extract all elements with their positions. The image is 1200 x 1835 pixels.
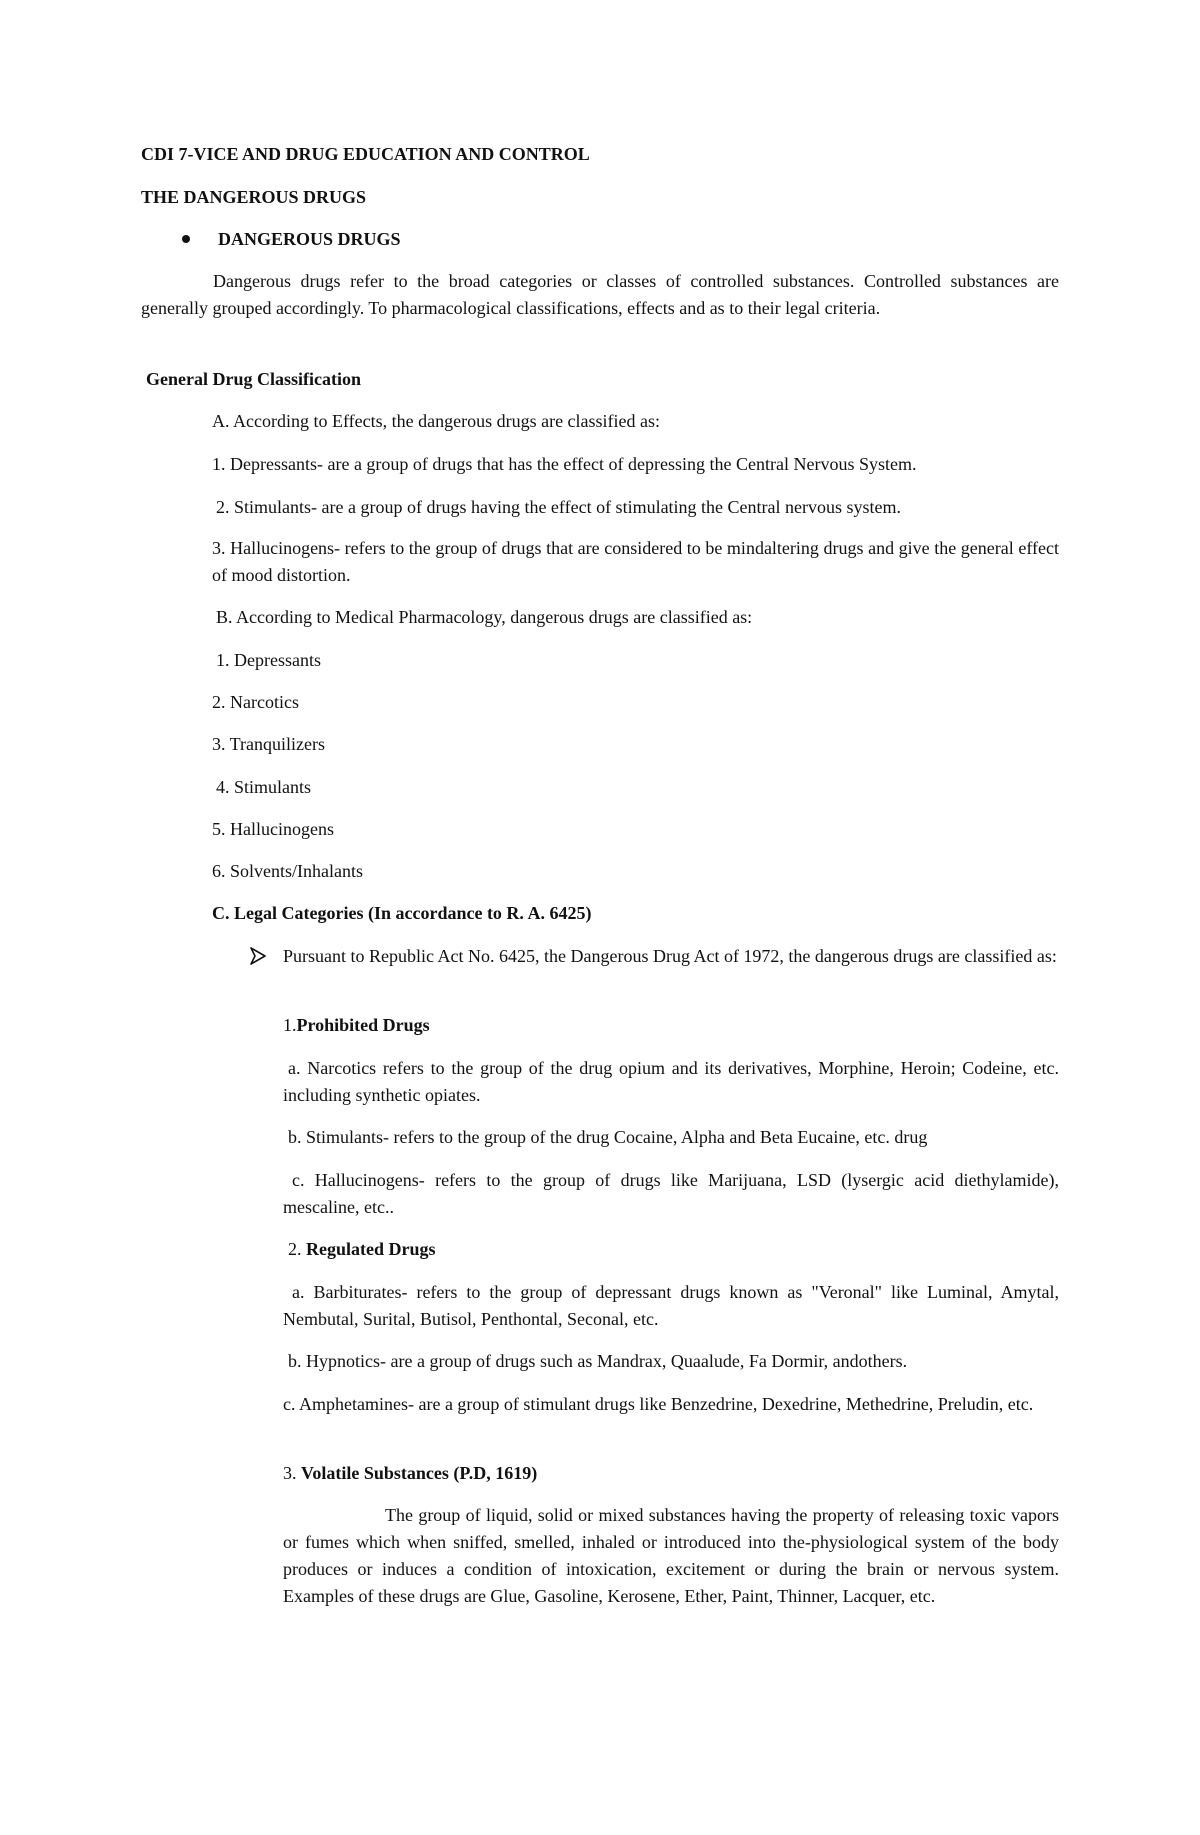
regulated-label: Regulated Drugs [306,1239,436,1259]
legal-heading: C. Legal Categories (In accordance to R. A. 6425) [212,903,592,923]
medical-item-5: 5. Hallucinogens [212,819,334,839]
bullet-heading: DANGEROUS DRUGS [218,229,401,249]
prohibited-item-b: b. Stimulants- refers to the group of the drug Cocaine, Alpha and Beta Eucaine, etc. drug [288,1127,928,1147]
volatile-heading [283,1460,537,1487]
volatile-paragraph: The group of liquid, solid or mixed substances having the property of releasing toxic vapors or fumes which when sniffed, smelled, inhaled or introduced into the-physiological system of the body produces or induces a condition of intoxication, excitement or during the brain or nervous system. Examples of these drugs are Glue, Gasoline, Kerosene, Ether, Paint, Thinner, Lacquer, etc. [283,1505,1059,1606]
legal-pursuant: Pursuant to Republic Act No. 6425, the Dangerous Drug Act of 1972, the dangerous drugs are classified as: [283,946,1057,966]
intro-paragraph: Dangerous drugs refer to the broad categories or classes of controlled substances. Controlled substances are generally grouped accordingly. To pharmacological classifications, effects and as to their legal criteria. [141,271,1059,318]
bullet-icon [182,235,190,243]
medical-heading: B. According to Medical Pharmacology, dangerous drugs are classified as: [216,607,753,627]
arrow-bullet-icon [248,946,268,966]
prohibited-item-a: a. Narcotics refers to the group of the drug opium and its derivatives, Morphine, Heroin; Codeine, etc. including synthetic opiates. [283,1058,1059,1105]
regulated-item-a: a. Barbiturates- refers to the group of depressant drugs known as "Veronal" like Luminal, Amytal, Nembutal, Surital, Butisol, Penthontal, Seconal, etc. [283,1282,1059,1329]
prohibited-number: 1. [283,1015,297,1035]
prohibited-heading [283,1012,430,1039]
regulated-item-c: c. Amphetamines- are a group of stimulant drugs like Benzedrine, Dexedrine, Methedrine, Preludin, etc. [283,1394,1034,1414]
section-title: THE DANGEROUS DRUGS [141,187,367,207]
medical-item-1: 1. Depressants [216,650,321,670]
prohibited-label: Prohibited Drugs [296,1015,430,1035]
regulated-item-b: b. Hypnotics- are a group of drugs such as Mandrax, Quaalude, Fa Dormir, andothers. [288,1351,908,1371]
effects-item-2: 2. Stimulants- are a group of drugs having the effect of stimulating the Central nervous system. [216,497,902,517]
medical-item-6: 6. Solvents/Inhalants [212,861,363,881]
course-title: CDI 7-VICE AND DRUG EDUCATION AND CONTROL [141,144,590,164]
regulated-number: 2. [288,1239,302,1259]
medical-item-4: 4. Stimulants [216,777,312,797]
effects-heading: A. According to Effects, the dangerous drugs are classified as: [212,411,661,431]
regulated-heading [288,1236,436,1263]
general-heading: General Drug Classification [146,369,361,389]
prohibited-item-c: c. Hallucinogens- refers to the group of drugs like Marijuana, LSD (lysergic acid diethylamide), mescaline, etc.. [283,1170,1059,1217]
medical-item-3: 3. Tranquilizers [212,734,326,754]
medical-item-2: 2. Narcotics [212,692,299,712]
effects-item-1: 1. Depressants- are a group of drugs that has the effect of depressing the Central Nervous System. [212,454,917,474]
effects-item-3: 3. Hallucinogens- refers to the group of drugs that are considered to be mindaltering drugs and give the general effect of mood distortion. [212,538,1059,585]
volatile-label: Volatile Substances (P.D, 1619) [301,1463,538,1483]
volatile-number: 3. [283,1463,297,1483]
